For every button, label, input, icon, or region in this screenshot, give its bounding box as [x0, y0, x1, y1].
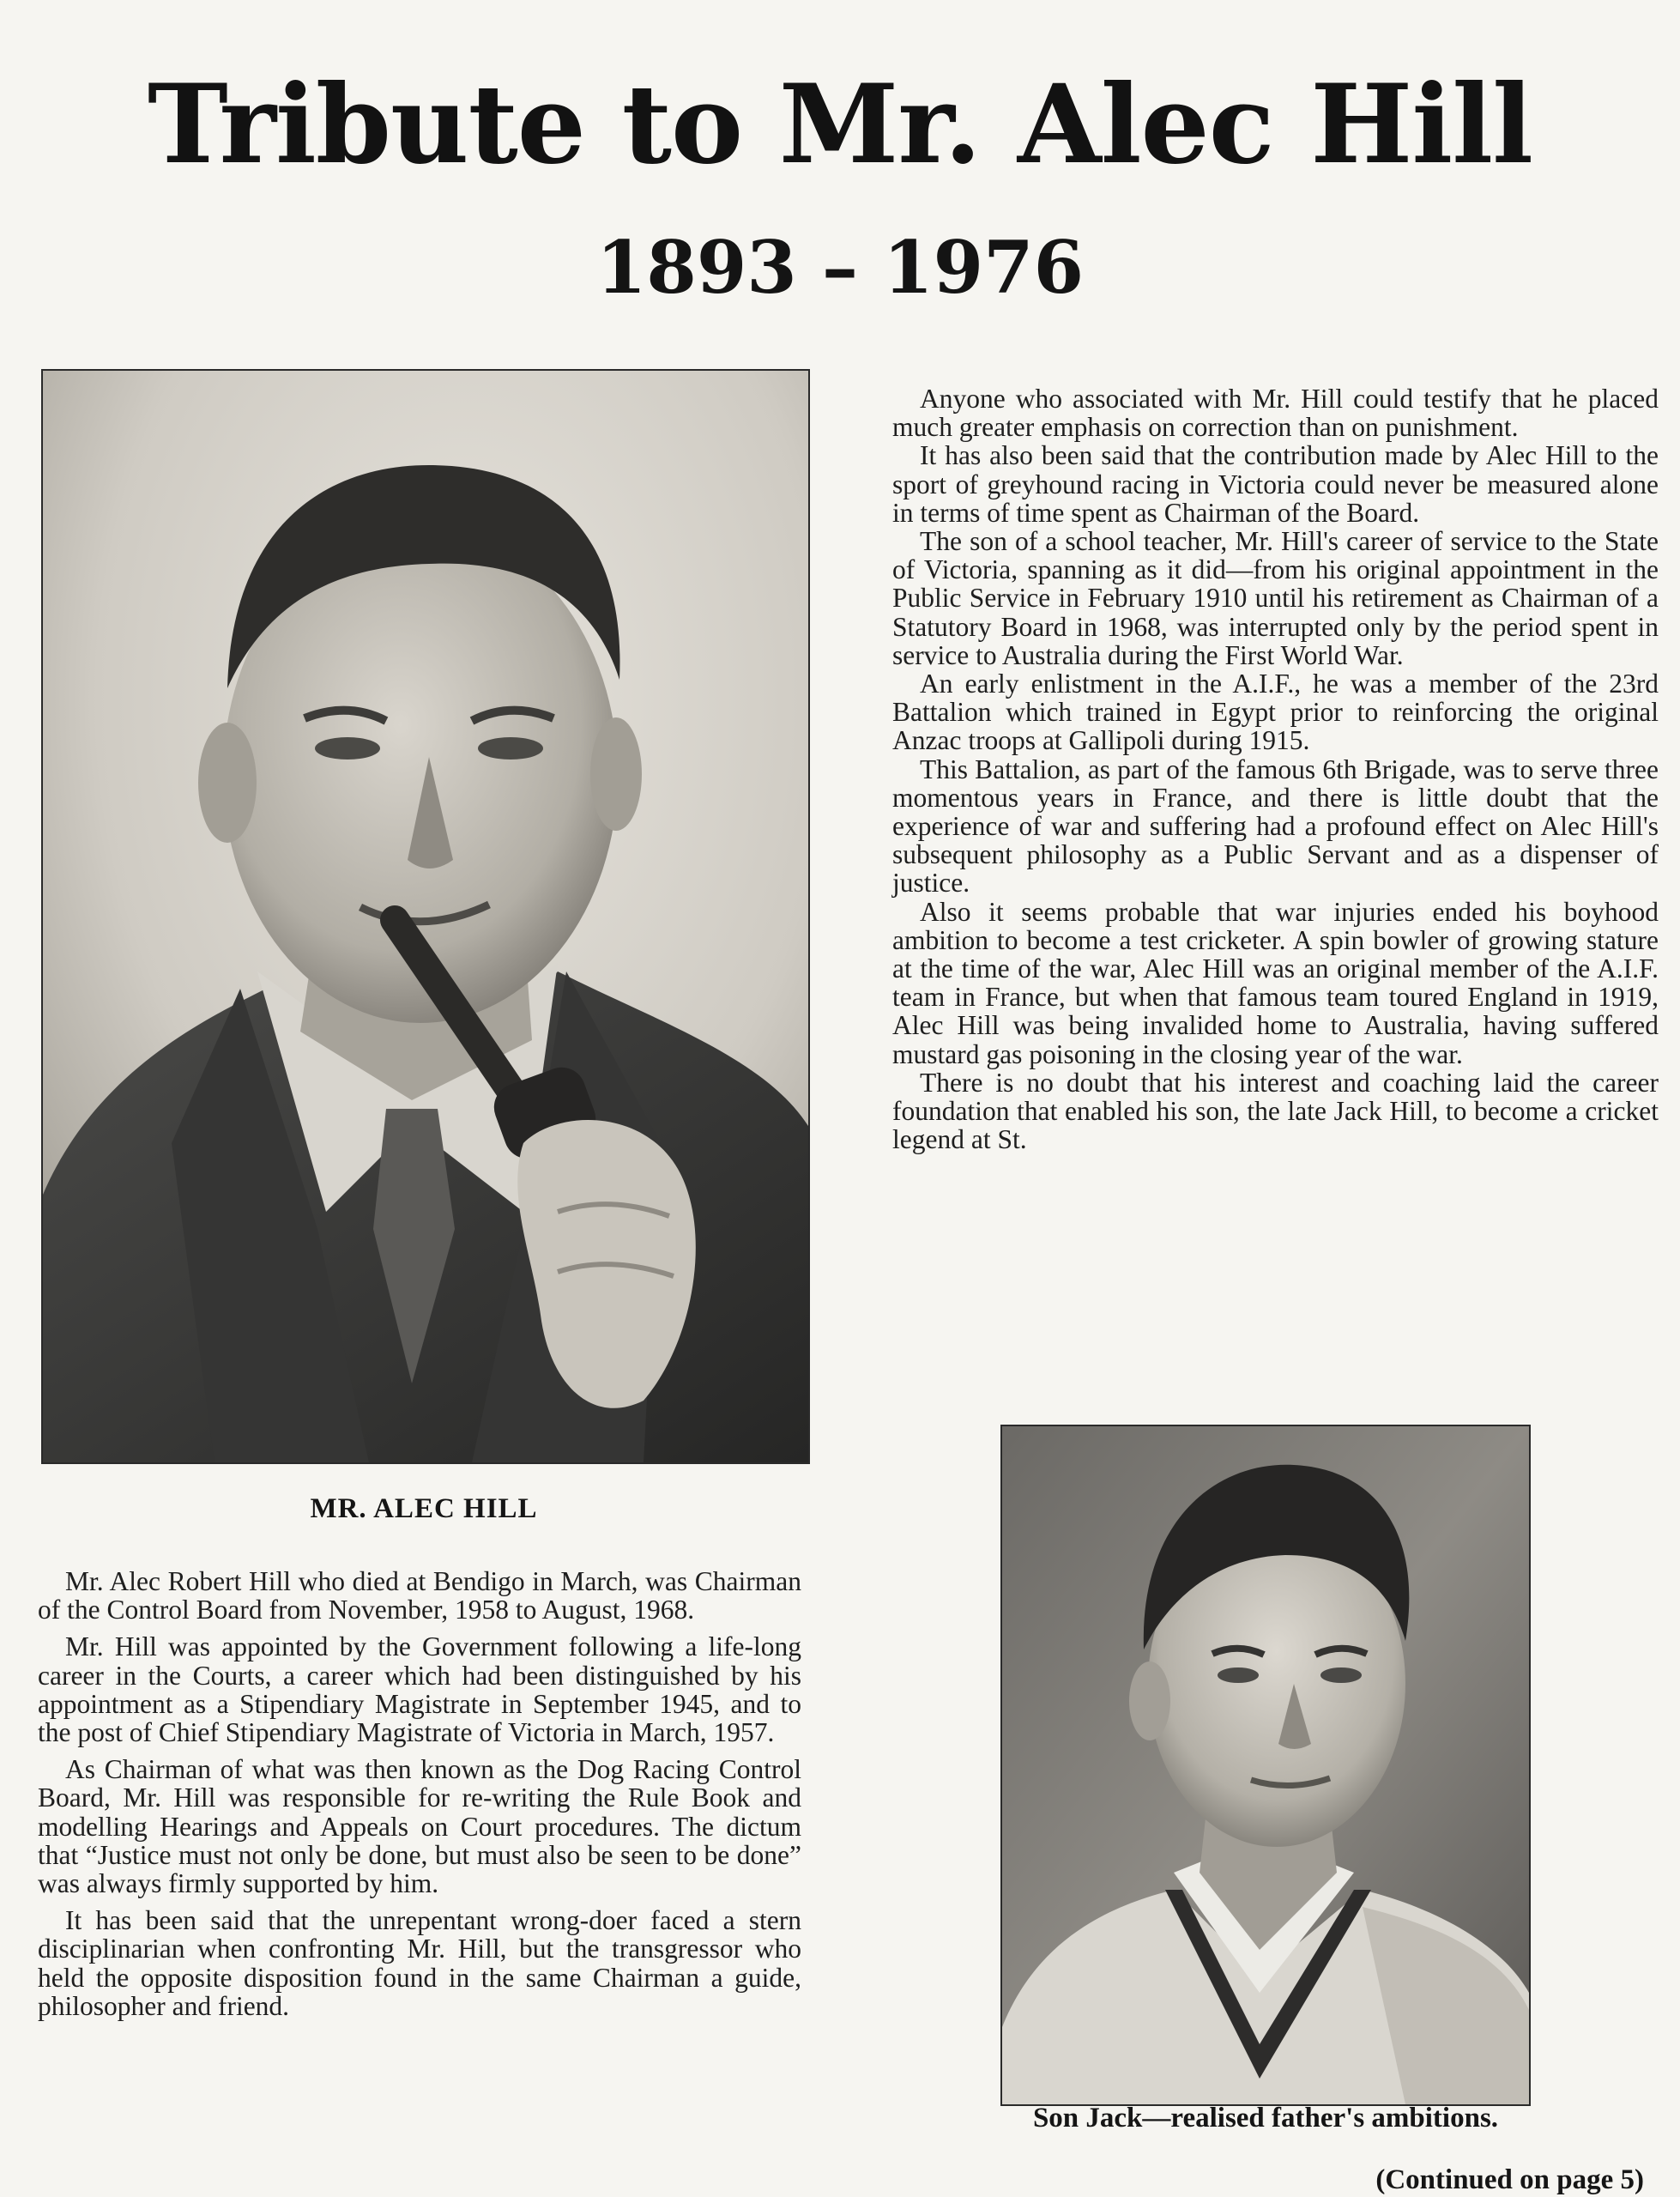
alec-hill-caption: MR. ALEC HILL: [310, 1493, 538, 1524]
article-title: Tribute to Mr. Alec Hill: [148, 61, 1532, 188]
right-paragraph: Also it seems probable that war injuries ended his boyhood ambition to become a test cricketer. A spin bowler of growing stature at the time of the war, Alec Hill was an original member of the A.I.F. team in France, but when that famous team toured England in 1919, Alec Hill was being invalided home to Australia, having suffered mustard gas poisoning in the closing year of the war.: [892, 896, 1659, 1069]
right-paragraph: It has also been said that the contribution made by Alec Hill to the sport of greyhound racing in Victoria could never be measured alone in terms of time spent as Chairman of the Board.: [892, 440, 1659, 528]
left-paragraph: It has been said that the unrepentant wrong-doer faced a stern disciplinarian when confronting Mr. Hill, but the transgressor who held the opposite disposition found in the same Chairman a guide, philosopher and friend.: [38, 1905, 801, 2021]
alec-hill-portrait: [43, 371, 808, 1462]
right-paragraph: An early enlistment in the A.I.F., he was a member of the 23rd Battalion which trained in Egypt prior to reinforcing the original Anzac troops at Gallipoli during 1915.: [892, 669, 1659, 756]
jack-hill-caption: Son Jack—realised father's ambitions.: [1032, 2103, 1499, 2133]
left-paragraph: As Chairman of what was then known as the Dog Racing Control Board, Mr. Hill was responsible for re-writing the Rule Book and modelling Hearings and Appeals on Court procedures. The dictum that “Justice must not only be done, but must also be seen to be done” was always firmly supported by him.: [38, 1754, 801, 1899]
left-paragraph: Mr. Hill was appointed by the Government following a life-long career in the Courts, a career which had been distinguished by his appointment as a Stipendiary Magistrate in September 1945, and to the post of Chief Stipendiary Magistrate of Victoria in March, 1957.: [38, 1631, 801, 1748]
right-column: [892, 384, 1659, 1153]
jack-hill-portrait: [1002, 1426, 1529, 2104]
right-paragraph: There is no doubt that his interest and coaching laid the career foundation that enabled his son, the late Jack Hill, to become a cricket legend at St.: [892, 1067, 1659, 1155]
alec-hill-photo: [41, 369, 810, 1464]
right-paragraph: Anyone who associated with Mr. Hill could testify that he placed much greater emphasis on correction than on punishment.: [892, 384, 1659, 443]
jack-hill-photo: [1000, 1425, 1531, 2106]
continued-note: (Continued on page 5): [1375, 2164, 1644, 2195]
left-column: [38, 1567, 801, 2029]
article-years: 1893 – 1976: [595, 225, 1085, 310]
right-paragraph: This Battalion, as part of the famous 6th Brigade, was to serve three momentous years in France, and there is little doubt that the experience of war and suffering had a profound effect on Alec Hill's subsequent philosophy as a Public Servant and as a dispenser of justice.: [892, 754, 1659, 899]
left-paragraph: Mr. Alec Robert Hill who died at Bendigo in March, was Chairman of the Control Board from November, 1958 to August, 1968.: [38, 1566, 801, 1625]
right-paragraph: The son of a school teacher, Mr. Hill's career of service to the State of Victoria, spanning as it did—from his original appointment in the Public Service in February 1910 until his retirement as Chairman of a Statutory Board in 1968, was interrupted only by the period spent in service to Australia during the First World War.: [892, 526, 1659, 670]
